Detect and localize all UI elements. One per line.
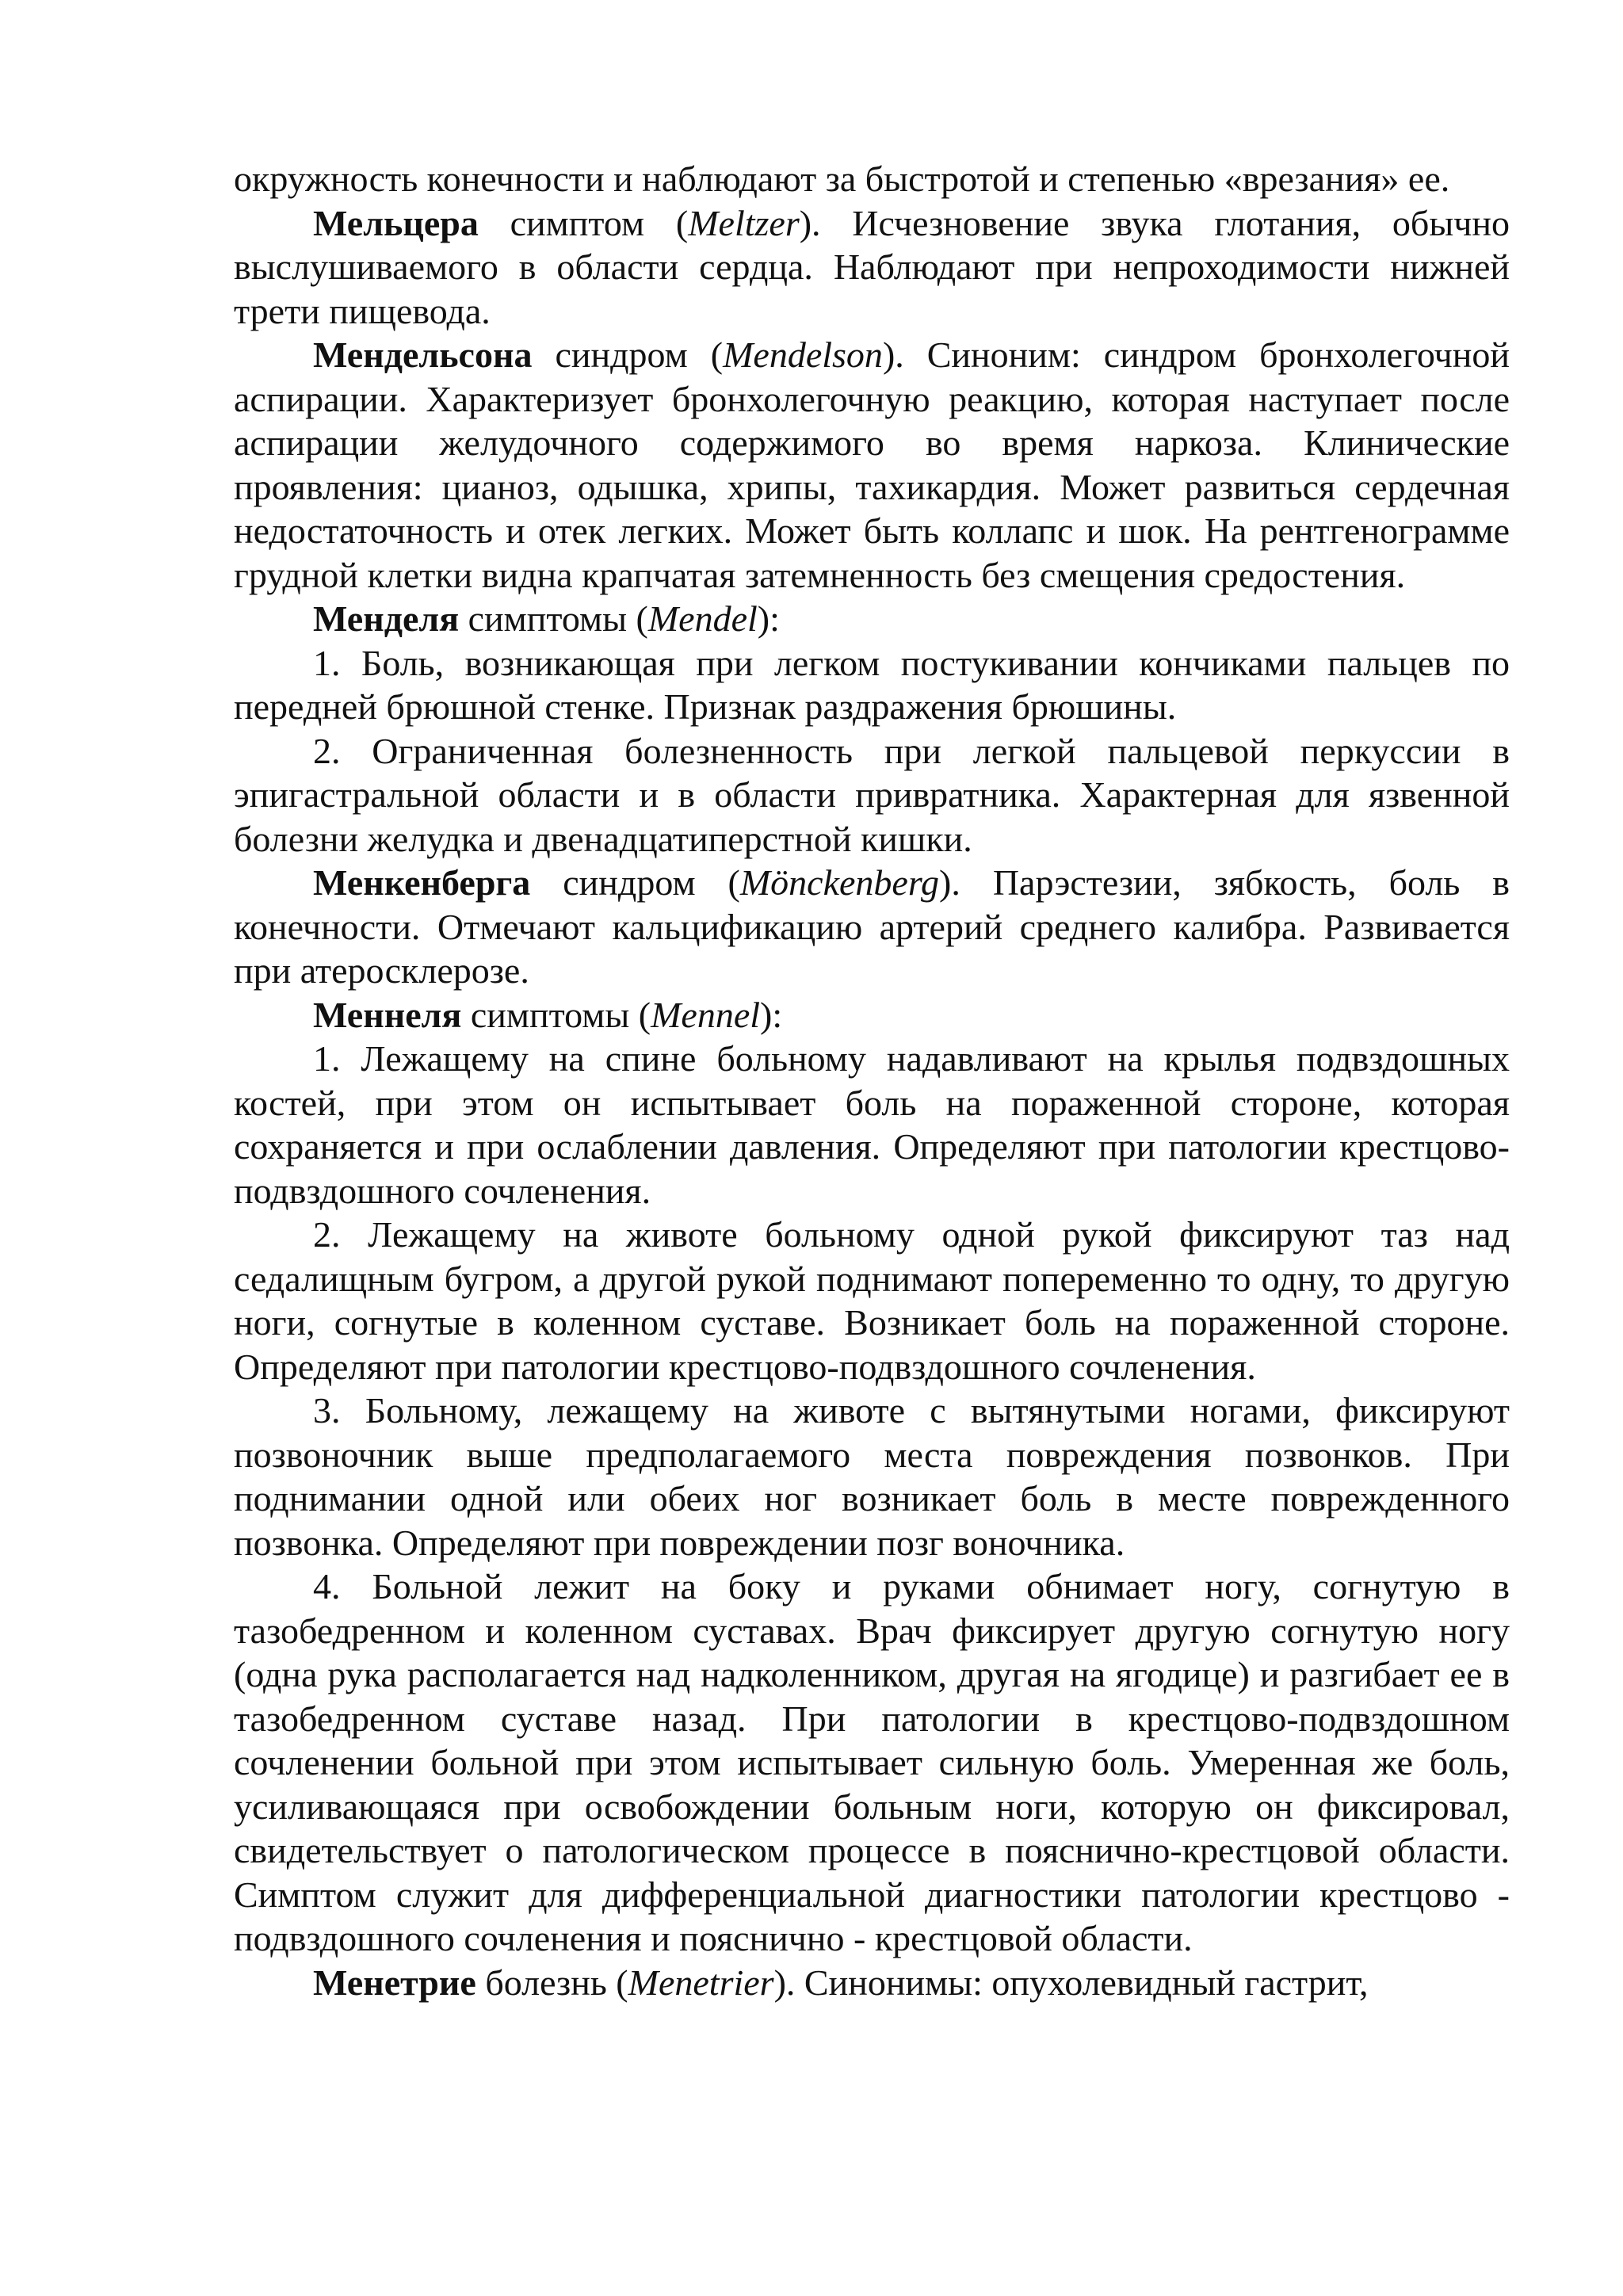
text-run: симптомы ( <box>461 994 651 1035</box>
paragraph-p9 <box>234 1213 1510 1389</box>
term-name: Менделя <box>313 598 460 639</box>
text-run: ): <box>760 994 783 1035</box>
text-run: ). Синонимы: опухолевидный гастрит, <box>773 1962 1369 2003</box>
paragraph-p3 <box>234 597 1510 641</box>
text-run: болезнь ( <box>475 1962 628 2003</box>
term-name: Менкенберга <box>313 862 531 903</box>
text-run: синдром ( <box>532 334 724 375</box>
text-run: 2. Лежащему на животе больному одной рукой фиксируют таз над седалищным бугром, а другой рукой поднимают попеременно то одну, то другую ноги, согнутые в коленном суставе. Возникает боль на пораженной стороне. Определяют при патологии крестцово-подвздошного сочленения. <box>234 1214 1510 1387</box>
paragraph-p0 <box>234 157 1510 201</box>
paragraph-p10 <box>234 1389 1510 1564</box>
latin-name: Menetrier <box>628 1962 774 2003</box>
text-run: ): <box>757 598 780 639</box>
text-run: ). Парэстезии, зябкость, боль в конечности. Отмечают кальцификацию артерий среднего калибра. Развивается при атеросклерозе. <box>234 862 1510 991</box>
text-run: 1. Боль, возникающая при легком постукивании кончиками пальцев по передней брюшной стенке. Признак раздражения брюшины. <box>234 642 1510 727</box>
paragraph-p7 <box>234 993 1510 1037</box>
text-run: ). Исчезновение звука глотания, обычно выслушиваемого в области сердца. Наблюдают при непроходимости нижней трети пищевода. <box>234 202 1510 331</box>
text-run: 4. Больной лежит на боку и руками обнимает ногу, согнутую в тазобедренном и коленном суставах. Врач фиксирует другую согнутую ногу (одна рука располагается над надколенником, другая на ягодице) и разгибает ее в тазобедренном суставе назад. При патологии в крестцово-подвздошном сочленении больной при этом испытывает сильную боль. Умеренная же боль, усиливающаяся при освобождении больным ноги, которую он фиксировал, свидетельствует о патологическом процессе в пояснично-крестцовой области. Симптом служит для дифференциальной диагностики патологии крестцово - подвздошного сочленения и пояснично - крестцовой области. <box>234 1566 1510 1958</box>
latin-name: Mennel <box>651 994 761 1035</box>
paragraph-p1 <box>234 201 1510 334</box>
text-run: 3. Больному, лежащему на животе с вытянутыми ногами, фиксируют позвоночник выше предполагаемого места повреждения позвонков. При поднимании одной или обеих ног возникает боль в месте поврежденного позвонка. Определяют при повреждении позг воночника. <box>234 1390 1510 1563</box>
latin-name: Mendel <box>647 598 758 639</box>
paragraph-p11 <box>234 1564 1510 1961</box>
paragraph-p2 <box>234 333 1510 597</box>
latin-name: Mendelson <box>723 334 883 375</box>
text-run: 1. Лежащему на спине больному надавливают на крылья подвздошных костей, при этом он испытывает боль на пораженной стороне, которая сохраняется и при ослаблении давления. Определяют при патологии крестцово-подвздошного сочленения. <box>234 1038 1510 1211</box>
paragraph-p6 <box>234 861 1510 993</box>
paragraph-p8 <box>234 1037 1510 1213</box>
text-run: ). Синоним: синдром бронхолегочной аспирации. Характеризует бронхолегочную реакцию, которая наступает после аспирации желудочного содержимого во время наркоза. Клинические проявления: цианоз, одышка, хрипы, тахикардия. Может развиться сердечная недостаточность и отек легких. Может быть коллапс и шок. На рентгенограмме грудной клетки видна крапчатая затемненность без смещения средостения. <box>234 334 1510 595</box>
paragraph-p5 <box>234 729 1510 861</box>
text-run: 2. Ограниченная болезненность при легкой пальцевой перкуссии в эпигастральной области и в области привратника. Характерная для язвенной болезни желудка и двенадцатиперстной кишки. <box>234 730 1510 859</box>
term-name: Мельцера <box>313 202 479 243</box>
paragraph-p12 <box>234 1961 1510 2005</box>
text-run: синдром ( <box>530 862 740 903</box>
text-run: симптом ( <box>478 202 689 243</box>
text-run: окружность конечности и наблюдают за быстротой и степенью «врезания» ее. <box>234 159 1450 199</box>
latin-name: Meltzer <box>688 202 800 243</box>
term-name: Менетрие <box>313 1962 476 2003</box>
document-page <box>234 157 1510 2004</box>
latin-name: Mönckenberg <box>739 862 940 903</box>
term-name: Меннеля <box>313 994 462 1035</box>
term-name: Мендельсона <box>313 334 533 375</box>
text-run: симптомы ( <box>459 598 648 639</box>
paragraph-p4 <box>234 641 1510 729</box>
